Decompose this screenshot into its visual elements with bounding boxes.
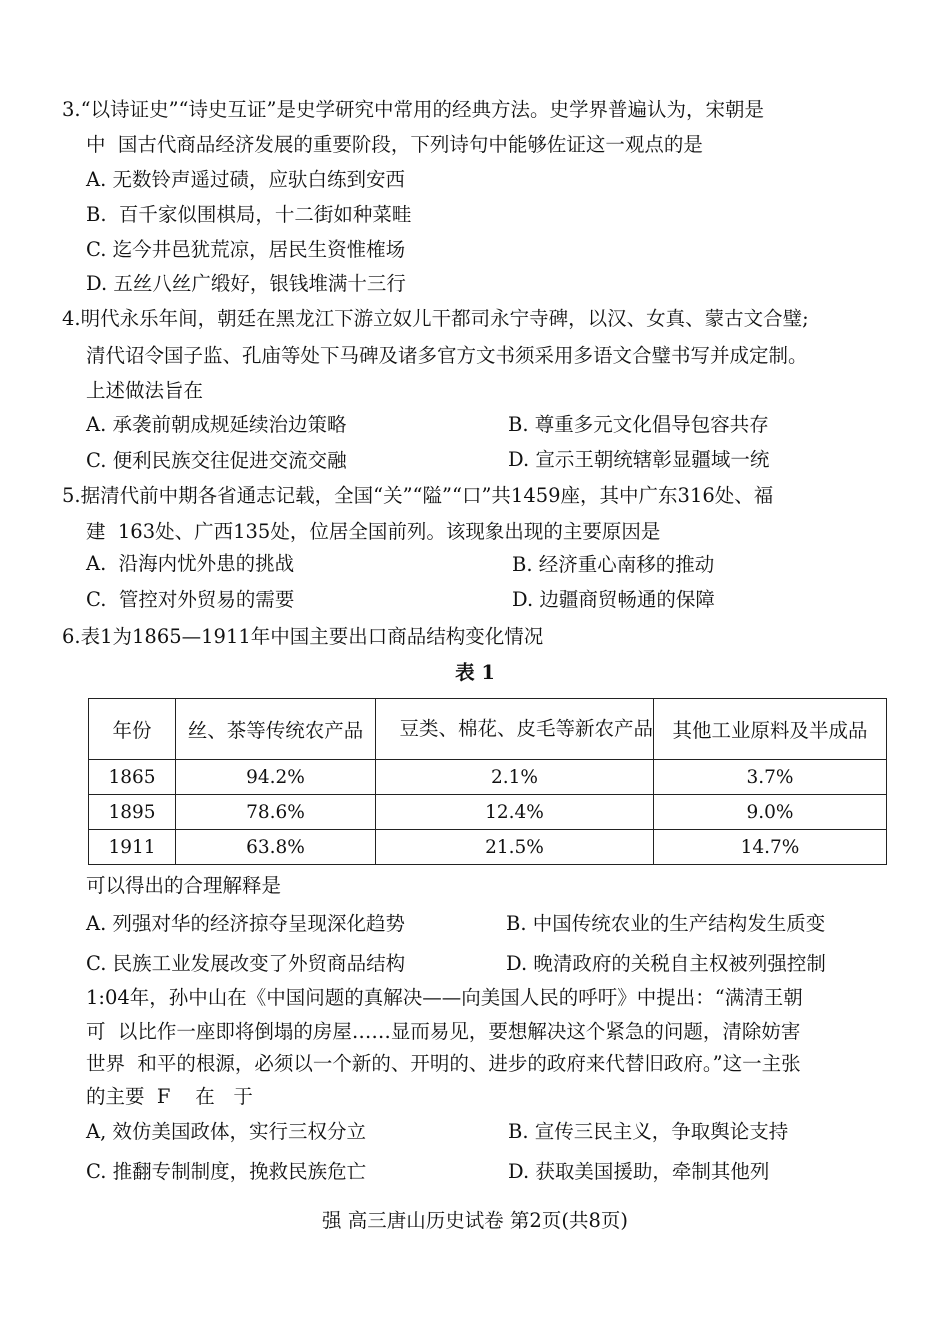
q3-option-c: C. 迄今井邑犹荒凉，居民生资惟榷场 — [86, 238, 406, 261]
q3-option-b: B. 百千家似围棋局，十二街如种菜畦 — [86, 203, 412, 226]
q4-stem-line2: 清代诏令国子监、孔庙等处下马碑及诸多官方文书须采用多语文合璧书写并成定制。 — [86, 344, 808, 367]
table-cell: 1895 — [89, 795, 176, 830]
table-cell: 3.7% — [654, 760, 887, 795]
table-cell: 1865 — [89, 760, 176, 795]
q4-stem-line1: 4.明代永乐年间，朝廷在黑龙江下游立奴儿干都司永宁寺碑，以汉、女真、蒙古文合璧; — [62, 307, 809, 330]
q6-option-c: C. 民族工业发展改变了外贸商品结构 — [86, 952, 406, 975]
table-cell: 9.0% — [654, 795, 887, 830]
q4-option-a: A. 承袭前朝成规延续治边策略 — [86, 413, 347, 436]
q5-stem-line2: 建 163处、广西135处，位居全国前列。该现象出现的主要原因是 — [86, 520, 661, 543]
q7-stem-line3: 世界 和平的根源，必须以一个新的、开明的、进步的政府来代替旧政府。”这一主张 — [86, 1052, 801, 1075]
q6-option-b: B. 中国传统农业的生产结构发生质变 — [506, 912, 826, 935]
q3-option-a: A. 无数铃声遥过碛，应驮白练到安西 — [86, 168, 405, 191]
table-cell: 1911 — [89, 830, 176, 865]
q3-stem-line2: 中 国古代商品经济发展的重要阶段，下列诗句中能够佐证这一观点的是 — [86, 133, 703, 156]
q6-prompt: 可以得出的合理解释是 — [86, 874, 282, 897]
table-row — [89, 795, 887, 830]
q7-option-a: A, 效仿美国政体，实行三权分立 — [86, 1120, 366, 1143]
q5-stem-line1: 5.据清代前中期各省通志记载，全国“关”“隘”“口”共1459座，其中广东316处、福 — [62, 484, 774, 507]
table-cell: 63.8% — [176, 830, 376, 865]
table-cell: 12.4% — [376, 795, 654, 830]
q7-stem-line2: 可 以比作一座即将倒塌的房屋……显而易见，要想解决这个紧急的问题，清除妨害 — [86, 1020, 801, 1043]
q6-option-d: D. 晚清政府的关税自主权被列强控制 — [506, 952, 826, 975]
table-cell: 21.5% — [376, 830, 654, 865]
q3-stem-line1: 3.“以诗证史”“诗史互证”是史学研究中常用的经典方法。史学界普遍认为，宋朝是 — [62, 98, 764, 121]
table-cell: 14.7% — [654, 830, 887, 865]
table-cell: 2.1% — [376, 760, 654, 795]
table-header-row — [89, 699, 887, 760]
q4-option-d: D. 宣示王朝统辖彰显疆域一统 — [508, 448, 770, 471]
page-footer: 强 高三唐山历史试卷 第2页(共8页) — [322, 1209, 628, 1232]
q5-option-a: A. 沿海内忧外患的挑战 — [86, 552, 295, 575]
table-header-cell: 年份 — [89, 699, 176, 760]
q3-option-d: D. 五丝八丝广缎好，银钱堆满十三行 — [86, 272, 406, 295]
q5-option-b: B. 经济重心南移的推动 — [512, 553, 715, 576]
q4-option-c: C. 便利民族交往促进交流交融 — [86, 449, 347, 472]
table-caption: 表 1 — [455, 661, 495, 684]
q6-stem: 6.表1为1865—1911年中国主要出口商品结构变化情况 — [62, 625, 544, 648]
q6-option-a: A. 列强对华的经济掠夺呈现深化趋势 — [86, 912, 405, 935]
table-row — [89, 830, 887, 865]
q7-option-d: D. 获取美国援助，牵制其他列 — [508, 1160, 770, 1183]
table-header-text: 豆类、棉花、皮毛等新农产品 — [399, 717, 653, 740]
table-header-cell — [376, 699, 654, 760]
table-header-cell: 其他工业原料及半成品 — [654, 699, 887, 760]
table-row — [89, 760, 887, 795]
q4-stem-line3: 上述做法旨在 — [86, 379, 204, 402]
q5-option-c: C. 管控对外贸易的需要 — [86, 588, 295, 611]
q7-stem-line4: 的主要 F 在 于 — [86, 1085, 253, 1108]
export-structure-table — [88, 698, 887, 865]
q4-option-b: B. 尊重多元文化倡导包容共存 — [508, 413, 769, 436]
q7-option-c: C. 推翻专制制度，挽救民族危亡 — [86, 1160, 367, 1183]
q5-option-d: D. 边疆商贸畅通的保障 — [512, 588, 715, 611]
q7-stem-line1: 1:04年，孙中山在《中国问题的真解决——向美国人民的呼吁》中提出：“满清王朝 — [86, 986, 803, 1009]
table-cell: 94.2% — [176, 760, 376, 795]
table-cell: 78.6% — [176, 795, 376, 830]
q7-option-b: B. 宣传三民主义，争取舆论支持 — [508, 1120, 789, 1143]
table-header-cell: 丝、茶等传统农产品 — [176, 699, 376, 760]
